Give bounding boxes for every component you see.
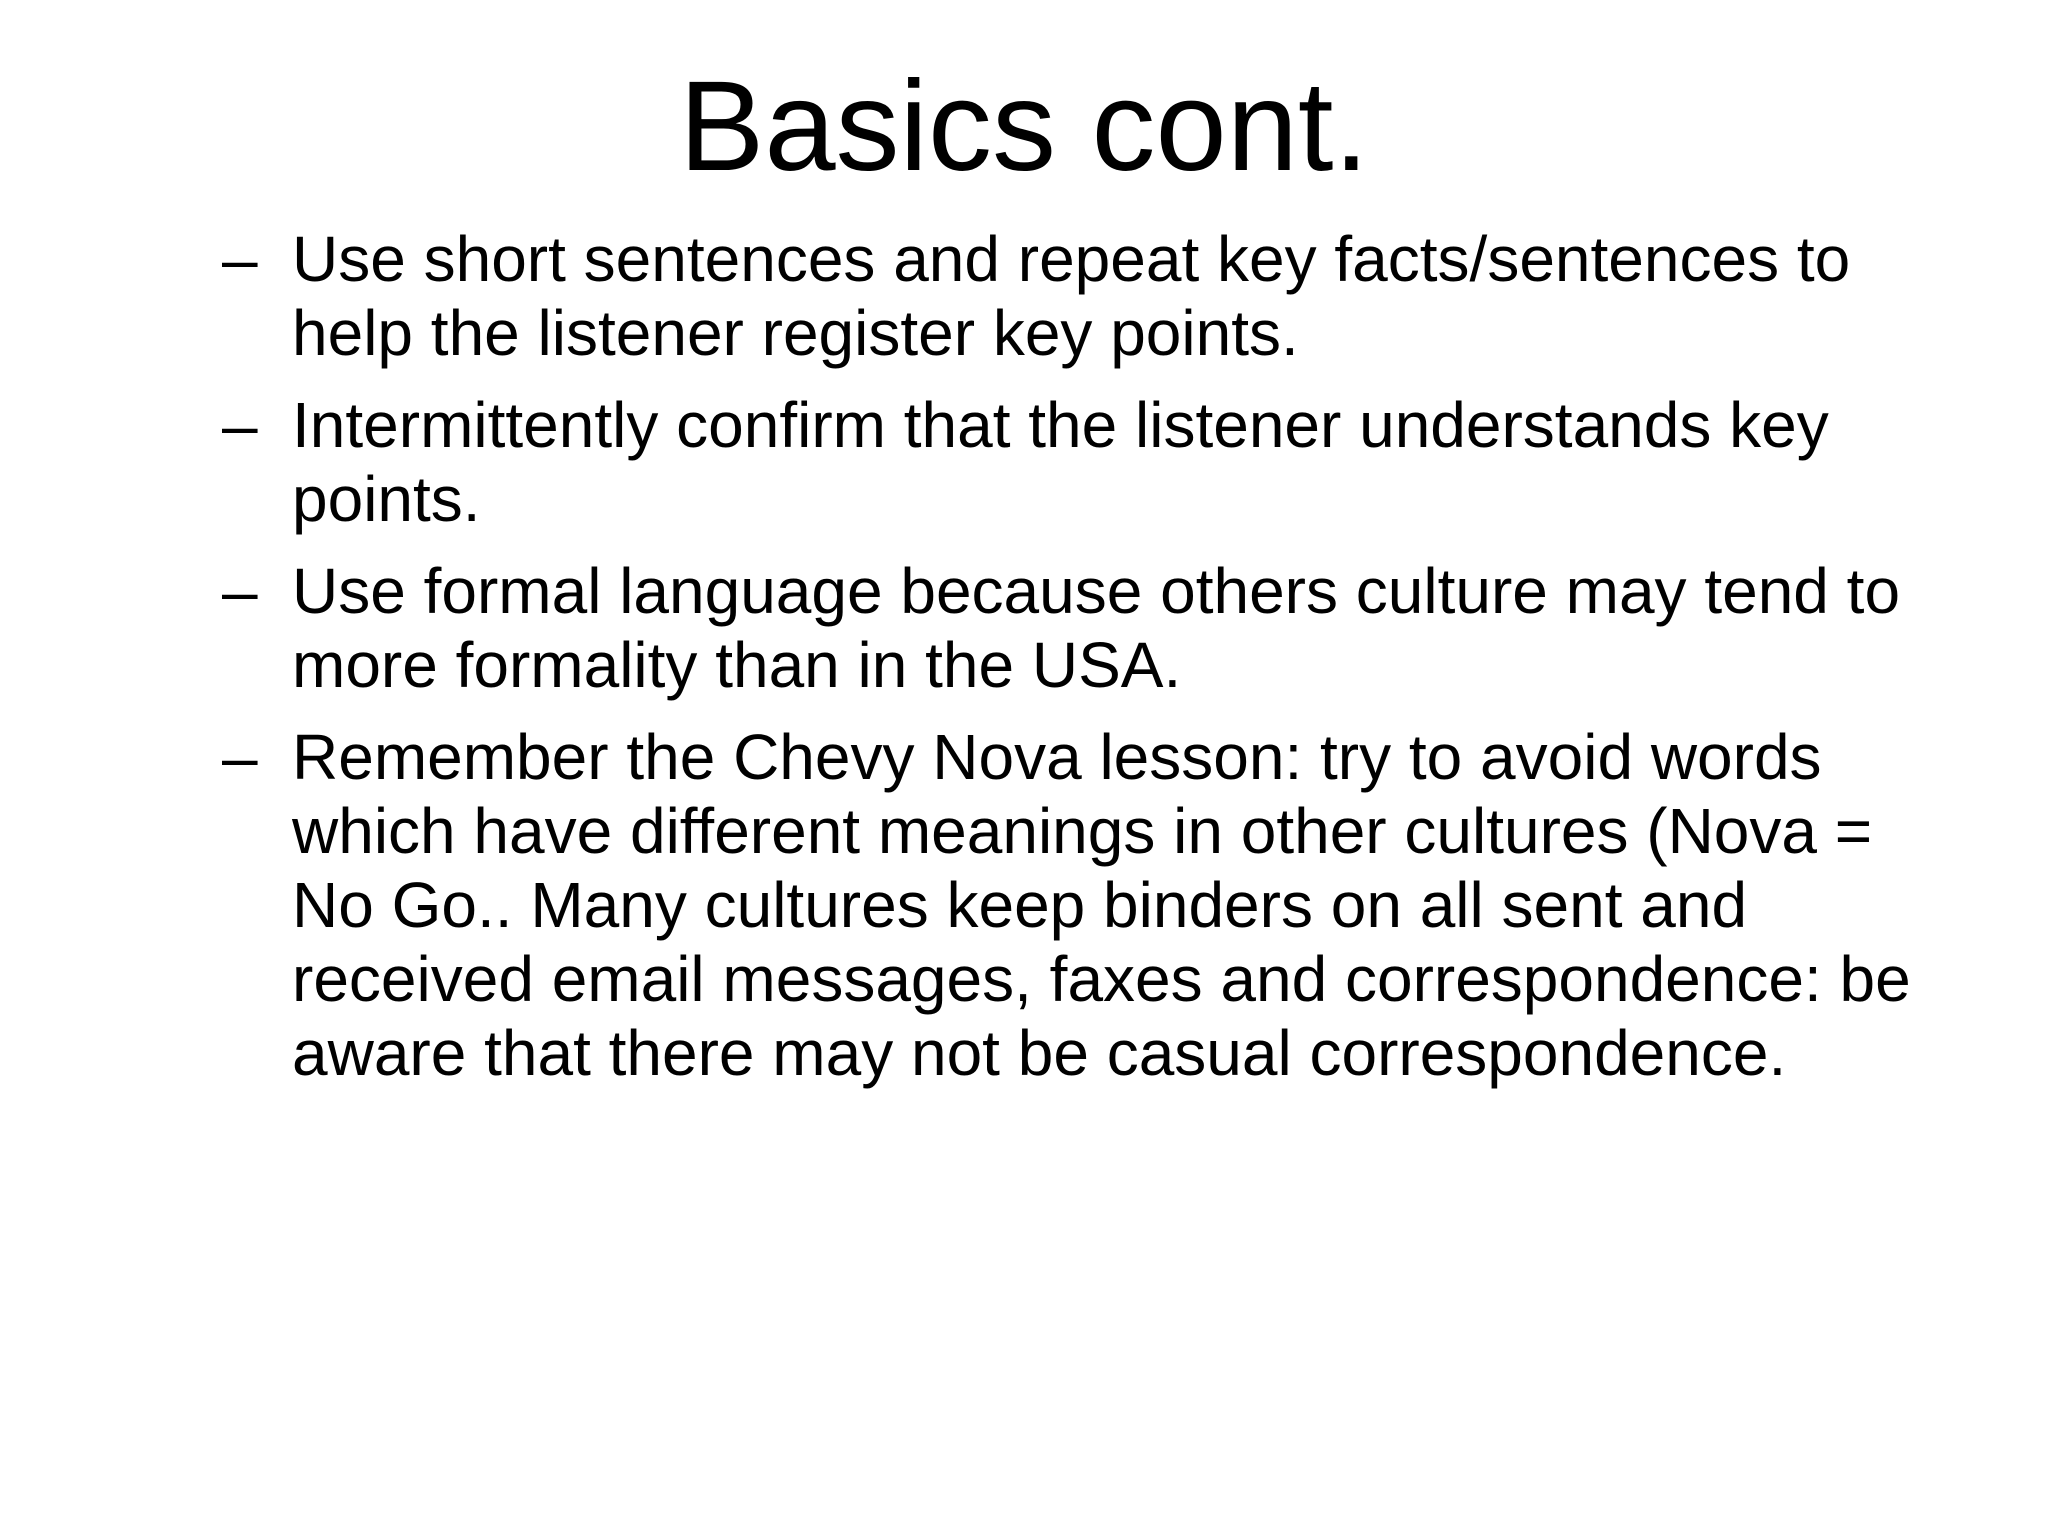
bullet-item [222,388,1942,536]
bullet-text: Use formal language because others culture may tend to more formality than in the USA. [292,555,1901,701]
dash-marker: – [222,389,258,461]
dash-marker: – [222,555,258,627]
bullet-text: Use short sentences and repeat key facts/sentences to help the listener register key points. [292,223,1851,369]
bullet-item [222,222,1942,370]
slide-title: Basics cont. [678,55,1370,198]
bullet-text: Intermittently confirm that the listener understands key points. [292,389,1829,535]
bullet-list [222,222,1942,1108]
dash-marker: – [222,721,258,793]
bullet-text: Remember the Chevy Nova lesson: try to avoid words which have different meanings in other cultures (Nova = No Go.. Many cultures keep binders on all sent and received email messages, faxes and correspondence: be aware that there may not be casual correspondence. [292,721,1911,1089]
bullet-item [222,554,1942,702]
dash-marker: – [222,223,258,295]
bullet-item [222,720,1942,1090]
